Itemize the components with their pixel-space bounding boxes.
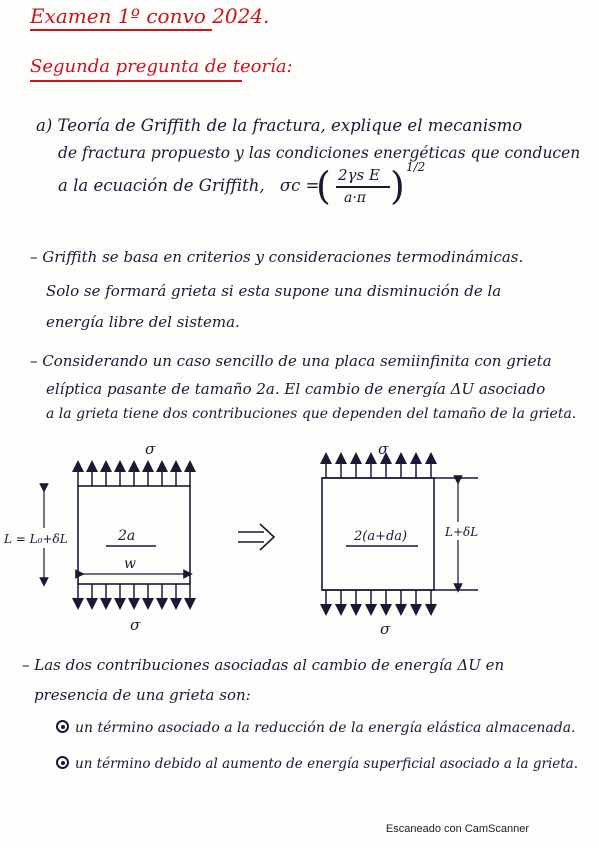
point2-line-1: – Considerando un caso sencillo de una placa semiinfinita con grieta — [30, 352, 552, 370]
question-line-3-text: a la ecuación de Griffith, — [58, 176, 265, 195]
formula-exponent: 1/2 — [406, 160, 426, 174]
bullet-dot-icon — [56, 756, 69, 769]
formula-fraction-bar — [336, 186, 390, 188]
contribution-bullet-2 — [56, 756, 578, 772]
contribution-1-text: un término asociado a la reducción de la energía elástica almacenada. — [75, 720, 576, 736]
left-plate — [2, 440, 190, 634]
contribution-bullet-1 — [56, 720, 576, 736]
left-top-arrows — [78, 466, 190, 486]
bullet-dot-icon — [56, 720, 69, 733]
point3-line-2: presencia de una grieta son: — [34, 686, 251, 704]
formula-denominator: a·π — [344, 190, 366, 206]
left-sigma-bottom: σ — [130, 616, 141, 634]
left-bottom-arrows — [78, 584, 190, 604]
griffith-formula — [316, 160, 426, 210]
crack-plate-diagram — [0, 428, 599, 648]
contribution-2-text: un término debido al aumento de energía superficial asociado a la grieta. — [75, 756, 579, 772]
exam-title: Examen 1º convo 2024. — [30, 4, 270, 28]
formula-paren-left: ( — [316, 164, 331, 208]
section-heading: Segunda pregunta de teoría: — [30, 56, 293, 77]
point2-line-2: elíptica pasante de tamaño 2a. El cambio de energía ΔU asociado — [46, 380, 546, 398]
formula-paren-right: ) — [390, 164, 405, 208]
transition-arrow — [238, 524, 274, 550]
right-sigma-bottom: σ — [380, 620, 391, 638]
point3-line-1: – Las dos contribuciones asociadas al cambio de energía ΔU en — [22, 656, 505, 674]
formula-numerator: 2γs E — [338, 166, 380, 184]
point1-line-2: Solo se formará grieta si esta supone una disminución de la — [46, 282, 502, 300]
question-line-1: a) Teoría de Griffith de la fractura, explique el mecanismo — [36, 116, 523, 135]
left-length-label: L = L₀+δL — [4, 532, 68, 546]
right-bottom-arrows — [326, 590, 431, 610]
point1-line-3: energía libre del sistema. — [46, 313, 240, 331]
right-plate — [322, 440, 483, 638]
formula-lhs: σc = — [279, 176, 320, 195]
question-line-3 — [58, 176, 319, 195]
point2-line-3: a la grieta tiene dos contribuciones que dependen del tamaño de la grieta. — [46, 406, 577, 422]
right-sigma-top: σ — [378, 440, 389, 458]
section-underline — [30, 80, 242, 82]
point1-line-1: – Griffith se basa en criterios y consideraciones termodinámicas. — [30, 248, 524, 266]
question-line-2: de fractura propuesto y las condiciones energéticas que conducen — [58, 144, 581, 162]
right-top-arrows — [326, 458, 431, 478]
left-width-label: w — [124, 556, 136, 572]
camscanner-watermark: Escaneado con CamScanner — [385, 823, 529, 835]
right-length-label: L+δL — [445, 525, 479, 539]
title-underline — [30, 29, 212, 31]
left-sigma-top: σ — [145, 440, 156, 458]
right-crack-label: 2(a+da) — [354, 529, 408, 544]
left-crack-label: 2a — [118, 528, 136, 544]
